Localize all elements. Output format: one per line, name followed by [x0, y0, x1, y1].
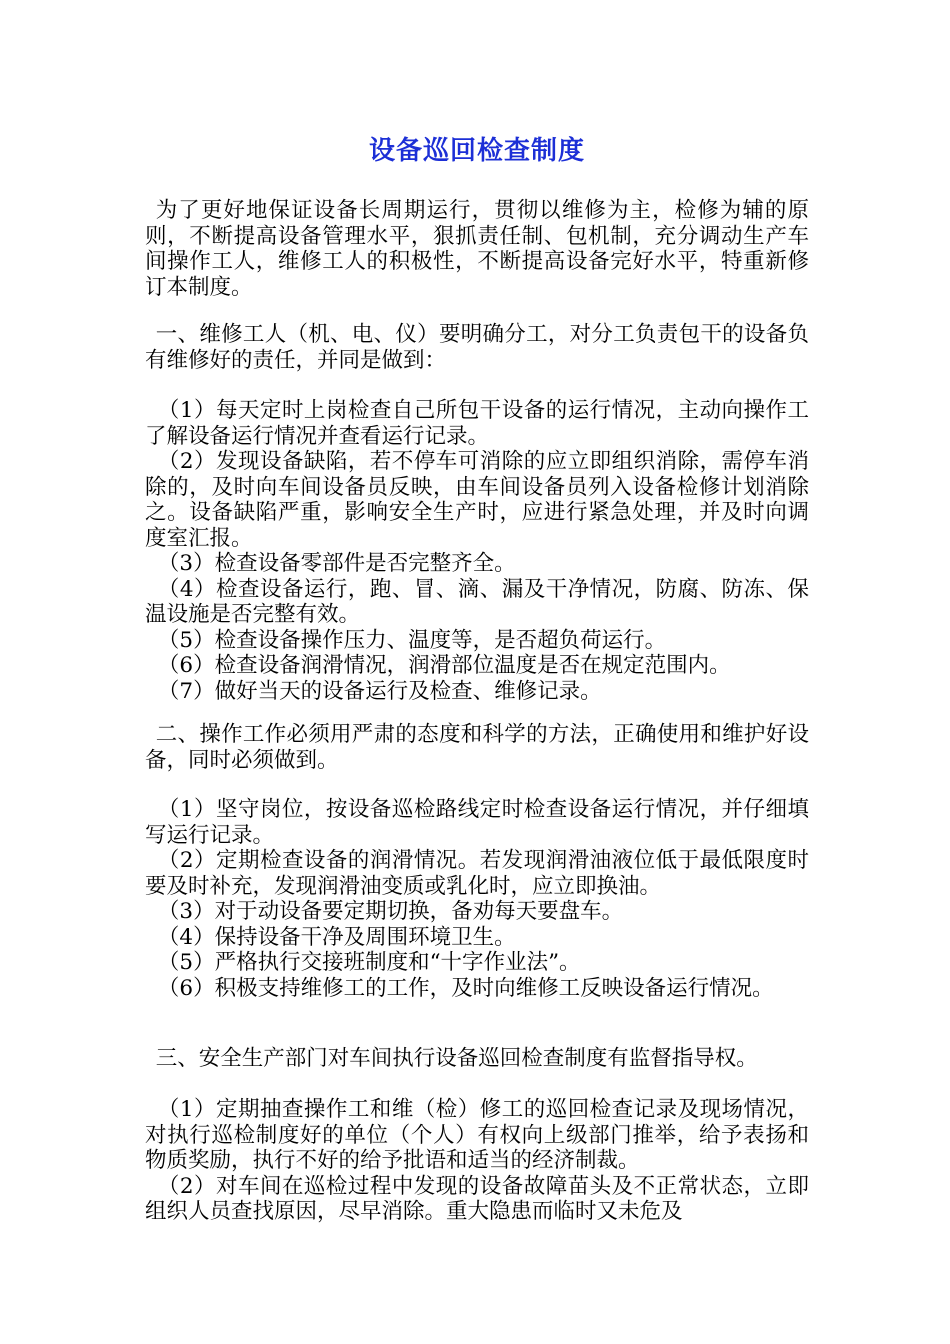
- section-3-items: [145, 1097, 809, 1225]
- section-2-item: （1）坚守岗位，按设备巡检路线定时检查设备运行情况，并仔细填写运行记录。: [145, 797, 809, 848]
- section-3-heading: 三、安全生产部门对车间执行设备巡回检查制度有监督指导权。: [155, 1046, 758, 1071]
- section-1-item: （4）检查设备运行，跑、冒、滴、漏及干净情况，防腐、防冻、保温设施是否完整有效。: [145, 576, 809, 627]
- intro-block: [145, 198, 809, 300]
- section-2: [145, 722, 809, 773]
- section-1-item: （5）检查设备操作压力、温度等，是否超负荷运行。: [157, 627, 667, 653]
- section-1: [145, 322, 809, 373]
- document-title: 设备巡回检查制度: [368, 136, 585, 166]
- section-2-heading: 二、操作工作必须用严肃的态度和科学的方法，正确使用和维护好设备，同时必须做到。: [145, 722, 809, 773]
- section-1-heading: 一、维修工人（机、电、仪）要明确分工，对分工负责包干的设备负有维修好的责任，并同是做到：: [145, 322, 809, 373]
- section-2-item: （4）保持设备干净及周围环境卫生。: [157, 924, 516, 950]
- section-3-item: （1）定期抽查操作工和维（检）修工的巡回检查记录及现场情况，对执行巡检制度好的单位（个人）有权向上级部门推举，给予表扬和物质奖励，执行不好的给予批语和适当的经济制裁。: [145, 1097, 809, 1173]
- section-2-item: （2）定期检查设备的润滑情况。若发现润滑油液位低于最低限度时要及时补充，发现润滑油变质或乳化时，应立即换油。: [145, 848, 809, 899]
- section-2-items: [145, 797, 809, 1001]
- section-1-items: [145, 398, 809, 704]
- section-3: [145, 1046, 809, 1072]
- section-1-item: （6）检查设备润滑情况，润滑部位温度是否在规定范围内。: [157, 653, 731, 678]
- section-3-item: （2）对车间在巡检过程中发现的设备故障苗头及不正常状态，立即组织人员查找原因，尽早消除。重大隐患而临时又未危及: [145, 1173, 809, 1224]
- section-2-item: （3）对于动设备要定期切换，备劝每天要盘车。: [157, 899, 624, 924]
- section-1-item: （1）每天定时上岗检查自己所包干设备的运行情况，主动向操作工了解设备运行情况并查看运行记录。: [145, 398, 809, 449]
- intro-paragraph: 为了更好地保证设备长周期运行，贯彻以维修为主，检修为辅的原则，不断提高设备管理水平，狠抓责任制、包机制，充分调动生产车间操作工人，维修工人的积极性，不断提高设备完好水平，特重新修订本制度。: [145, 198, 809, 300]
- section-2-item: （6）积极支持维修工的工作，及时向维修工反映设备运行情况。: [157, 975, 774, 1001]
- section-1-item: （2）发现设备缺陷，若不停车可消除的应立即组织消除，需停车消除的，及时向车间设备员反映，由车间设备员列入设备检修计划消除之。设备缺陷严重，影响安全生产时，应进行紧急处理，并及时向调度室汇报。: [145, 449, 809, 551]
- section-1-item: （3）检查设备零部件是否完整齐全。: [157, 551, 516, 576]
- section-2-item: （5）严格执行交接班制度和“十字作业法”。: [157, 950, 581, 975]
- section-1-item: （7）做好当天的设备运行及检查、维修记录。: [157, 678, 602, 704]
